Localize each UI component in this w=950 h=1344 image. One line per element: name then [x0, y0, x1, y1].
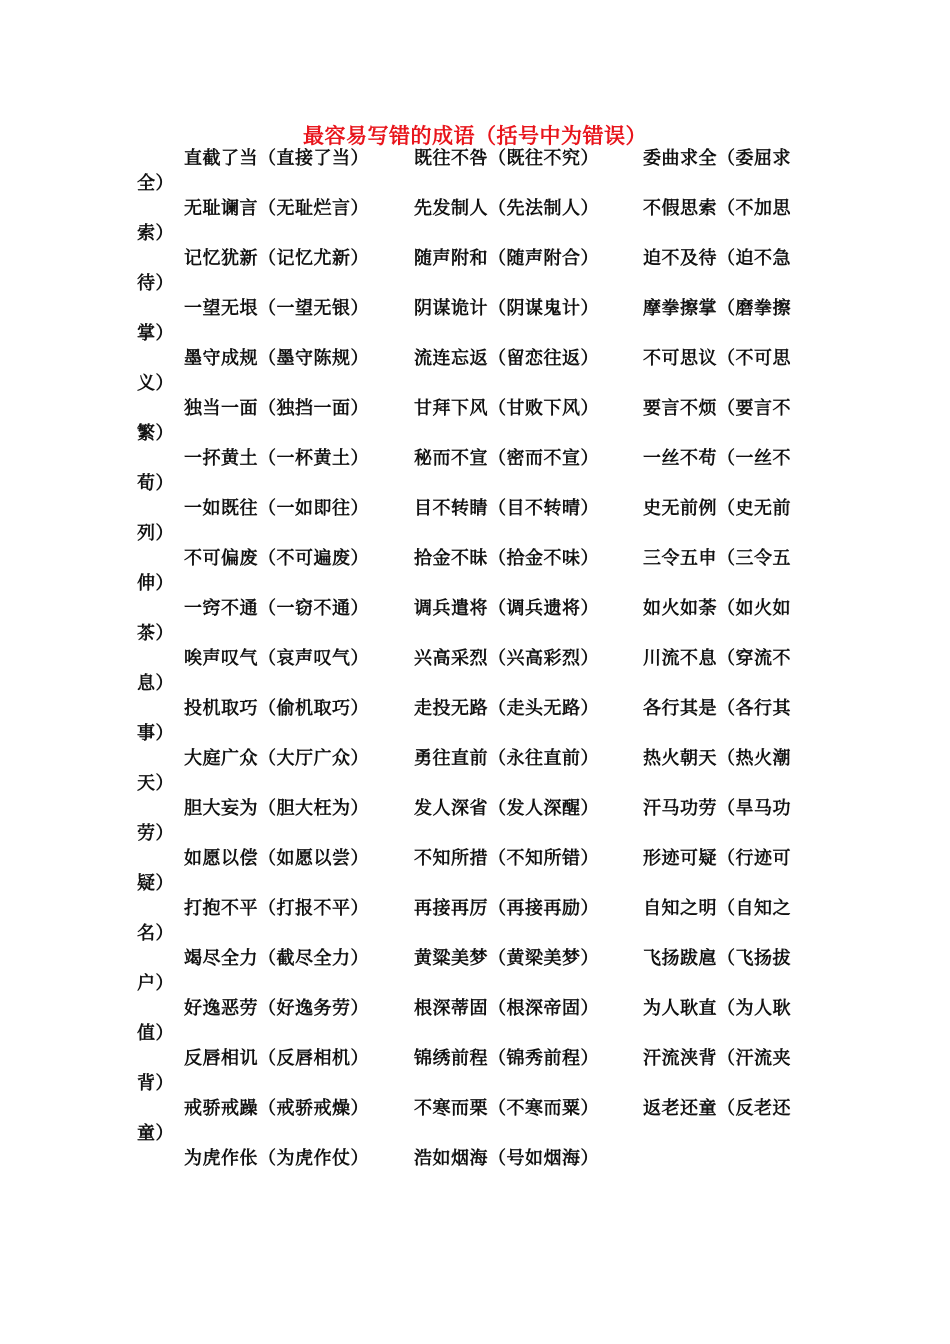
idiom-col-2: 阴谋诡计（阴谋鬼计）: [414, 298, 599, 319]
idiom-col-3: 如火如荼（如火如: [643, 598, 791, 619]
idiom-col-1: 一望无垠（一望无银）: [184, 298, 369, 319]
idiom-col-1: 一窍不通（一窃不通）: [184, 598, 369, 619]
idiom-col-2: 目不转睛（目不转晴）: [414, 498, 599, 519]
idiom-col-1: 记忆犹新（记忆尤新）: [184, 248, 369, 269]
idiom-col-1: 反唇相讥（反唇相机）: [184, 1048, 369, 1069]
idiom-wrap-text: 疑）: [137, 873, 174, 894]
idiom-col-1: 胆大妄为（胆大枉为）: [184, 798, 369, 819]
idiom-col-2: 发人深省（发人深醒）: [414, 798, 599, 819]
idiom-col-2: 拾金不昧（拾金不味）: [414, 548, 599, 569]
idiom-col-2: 再接再厉（再接再励）: [414, 898, 599, 919]
idiom-col-2: 锦绣前程（锦秀前程）: [414, 1048, 599, 1069]
idiom-row: [0, 1146, 950, 1196]
idiom-row: [0, 696, 950, 746]
idiom-row: [0, 546, 950, 596]
idiom-col-1: 直截了当（直接了当）: [184, 148, 369, 169]
idiom-col-3: 三令五申（三令五: [643, 548, 791, 569]
idiom-col-3: 汗马功劳（旱马功: [643, 798, 791, 819]
idiom-col-2: 甘拜下风（甘败下风）: [414, 398, 599, 419]
idiom-col-3: 一丝不苟（一丝不: [643, 448, 791, 469]
idiom-col-1: 一如既往（一如即往）: [184, 498, 369, 519]
idiom-col-3: 热火朝天（热火潮: [643, 748, 791, 769]
idiom-col-3: 迫不及待（迫不急: [643, 248, 791, 269]
idiom-col-2: 调兵遣将（调兵遗将）: [414, 598, 599, 619]
idiom-row: [0, 246, 950, 296]
idiom-col-3: 要言不烦（要言不: [643, 398, 791, 419]
idiom-col-3: 不可思议（不可思: [643, 348, 791, 369]
idiom-wrap-text: 天）: [137, 773, 174, 794]
idiom-row: [0, 296, 950, 346]
idiom-col-3: 不假思索（不加思: [643, 198, 791, 219]
idiom-row: [0, 946, 950, 996]
idiom-row: [0, 746, 950, 796]
idiom-col-2: 不知所措（不知所错）: [414, 848, 599, 869]
idiom-col-1: 一抔黄土（一杯黄土）: [184, 448, 369, 469]
idiom-col-3: 飞扬跋扈（飞扬拔: [643, 948, 791, 969]
idiom-list: [0, 146, 950, 1196]
idiom-row: [0, 346, 950, 396]
idiom-wrap-text: 荀）: [137, 473, 174, 494]
idiom-wrap-text: 全）: [137, 173, 174, 194]
idiom-wrap-text: 背）: [137, 1073, 174, 1094]
idiom-row: [0, 896, 950, 946]
idiom-col-3: 形迹可疑（行迹可: [643, 848, 791, 869]
idiom-col-1: 为虎作伥（为虎作仗）: [184, 1148, 369, 1169]
idiom-col-1: 打抱不平（打报不平）: [184, 898, 369, 919]
idiom-col-1: 好逸恶劳（好逸务劳）: [184, 998, 369, 1019]
idiom-wrap-text: 名）: [137, 923, 174, 944]
idiom-wrap-text: 户）: [137, 973, 174, 994]
idiom-wrap-text: 值）: [137, 1023, 174, 1044]
idiom-col-3: 各行其是（各行其: [643, 698, 791, 719]
idiom-col-2: 黄粱美梦（黄梁美梦）: [414, 948, 599, 969]
idiom-row: [0, 846, 950, 896]
idiom-col-3: 史无前例（史无前: [643, 498, 791, 519]
idiom-col-1: 如愿以偿（如愿以尝）: [184, 848, 369, 869]
idiom-col-3: 摩拳擦掌（磨拳擦: [643, 298, 791, 319]
idiom-row: [0, 996, 950, 1046]
idiom-col-1: 戒骄戒躁（戒骄戒燥）: [184, 1098, 369, 1119]
idiom-col-3: 自知之明（自知之: [643, 898, 791, 919]
idiom-col-2: 既往不咎（既往不究）: [414, 148, 599, 169]
idiom-row: [0, 596, 950, 646]
idiom-col-3: 川流不息（穿流不: [643, 648, 791, 669]
idiom-col-2: 不寒而栗（不寒而粟）: [414, 1098, 599, 1119]
idiom-col-2: 浩如烟海（号如烟海）: [414, 1148, 599, 1169]
idiom-col-2: 走投无路（走头无路）: [414, 698, 599, 719]
idiom-row: [0, 446, 950, 496]
idiom-col-2: 勇往直前（永往直前）: [414, 748, 599, 769]
idiom-col-1: 无耻谰言（无耻烂言）: [184, 198, 369, 219]
idiom-wrap-text: 索）: [137, 223, 174, 244]
idiom-col-1: 墨守成规（墨守陈规）: [184, 348, 369, 369]
idiom-col-1: 唉声叹气（哀声叹气）: [184, 648, 369, 669]
idiom-wrap-text: 童）: [137, 1123, 174, 1144]
idiom-col-2: 根深蒂固（根深帝固）: [414, 998, 599, 1019]
idiom-row: [0, 1096, 950, 1146]
idiom-col-1: 竭尽全力（截尽全力）: [184, 948, 369, 969]
idiom-row: [0, 396, 950, 446]
idiom-col-3: 委曲求全（委屈求: [643, 148, 791, 169]
idiom-wrap-text: 劳）: [137, 823, 174, 844]
idiom-col-3: 汗流浃背（汗流夹: [643, 1048, 791, 1069]
idiom-wrap-text: 繁）: [137, 423, 174, 444]
idiom-col-2: 随声附和（随声附合）: [414, 248, 599, 269]
idiom-row: [0, 146, 950, 196]
idiom-col-2: 秘而不宣（密而不宣）: [414, 448, 599, 469]
idiom-col-1: 大庭广众（大厅广众）: [184, 748, 369, 769]
idiom-wrap-text: 义）: [137, 373, 174, 394]
idiom-col-2: 兴高采烈（兴高彩烈）: [414, 648, 599, 669]
page-title: 最容易写错的成语（括号中为错误）: [303, 123, 647, 148]
idiom-row: [0, 646, 950, 696]
idiom-col-2: 流连忘返（留恋往返）: [414, 348, 599, 369]
idiom-col-1: 不可偏废（不可遍废）: [184, 548, 369, 569]
idiom-col-3: 返老还童（反老还: [643, 1098, 791, 1119]
idiom-row: [0, 1046, 950, 1096]
idiom-col-1: 独当一面（独挡一面）: [184, 398, 369, 419]
idiom-col-3: 为人耿直（为人耿: [643, 998, 791, 1019]
idiom-wrap-text: 列）: [137, 523, 174, 544]
idiom-wrap-text: 待）: [137, 273, 174, 294]
idiom-col-1: 投机取巧（偷机取巧）: [184, 698, 369, 719]
idiom-wrap-text: 掌）: [137, 323, 174, 344]
idiom-row: [0, 796, 950, 846]
idiom-wrap-text: 息）: [137, 673, 174, 694]
idiom-col-2: 先发制人（先法制人）: [414, 198, 599, 219]
idiom-wrap-text: 茶）: [137, 623, 174, 644]
idiom-wrap-text: 伸）: [137, 573, 174, 594]
idiom-row: [0, 196, 950, 246]
idiom-row: [0, 496, 950, 546]
idiom-wrap-text: 事）: [137, 723, 174, 744]
